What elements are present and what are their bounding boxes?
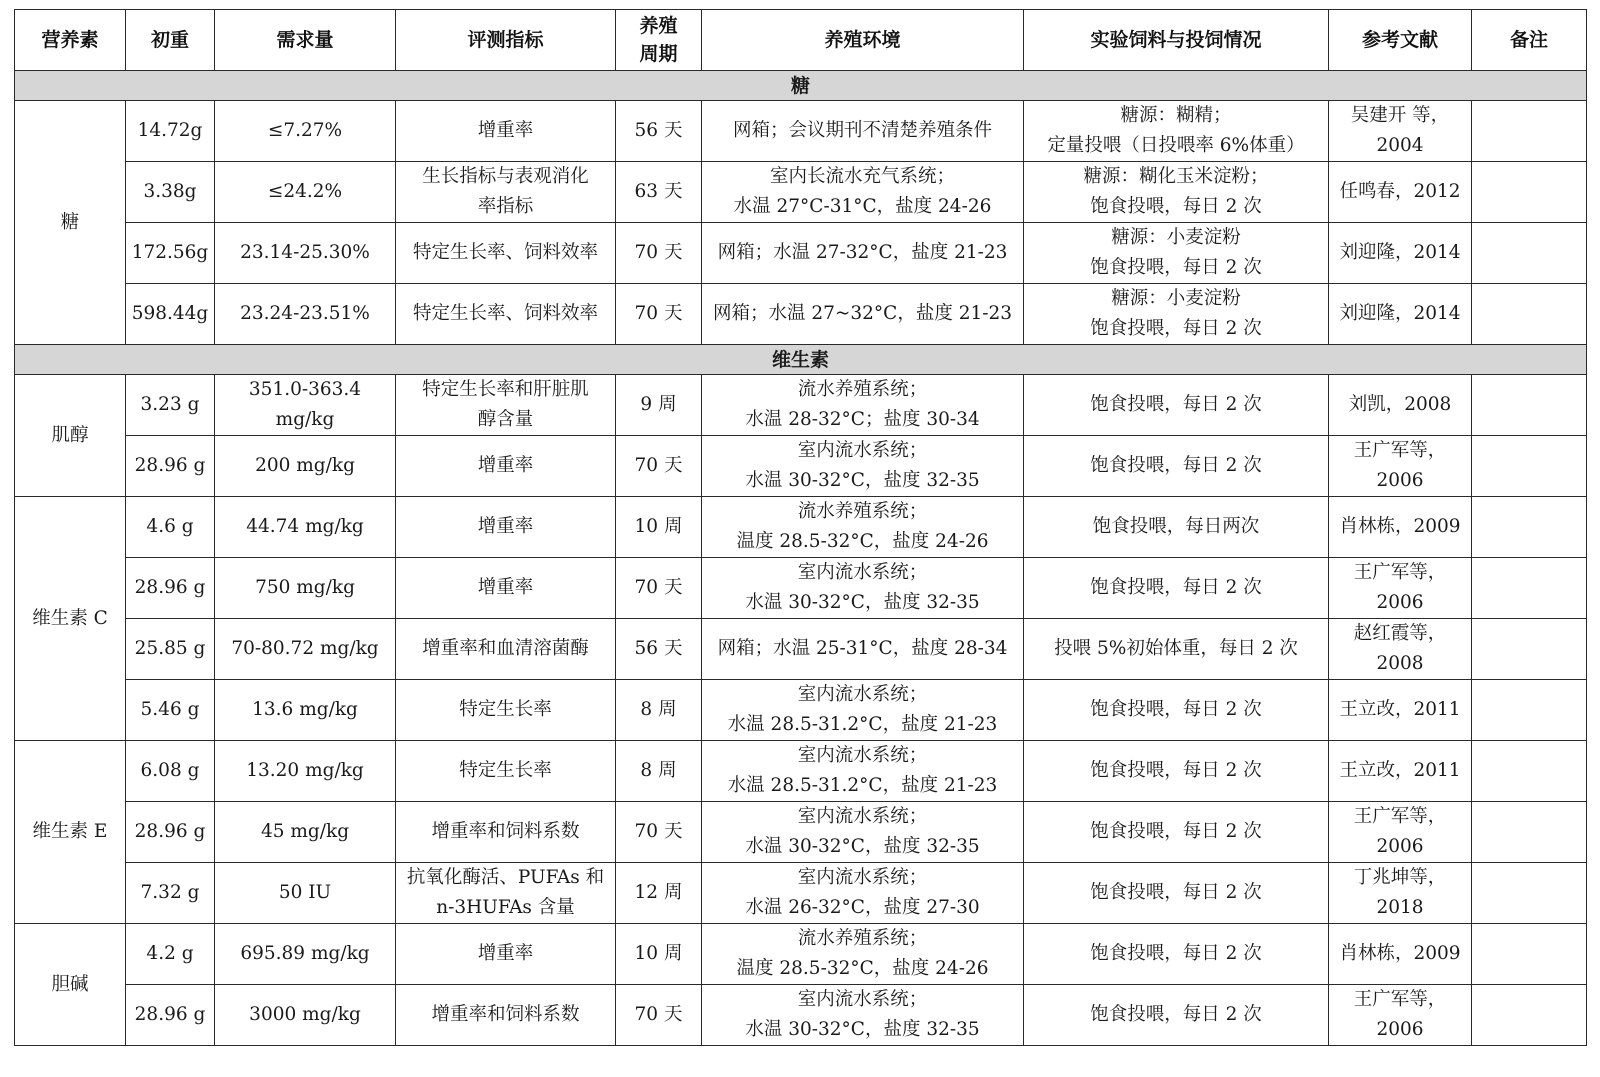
header-requirement: 需求量 <box>215 10 396 71</box>
culture-period-cell: 10 周 <box>616 497 702 558</box>
reference-cell: 王广军等， 2006 <box>1329 558 1472 619</box>
initial-weight-cell: 3.23 g <box>126 375 215 436</box>
header-culture-period: 养殖 周期 <box>616 10 702 71</box>
initial-weight-cell: 4.2 g <box>126 924 215 985</box>
reference-cell: 王立改，2011 <box>1329 741 1472 802</box>
table-container <box>14 9 1586 1046</box>
feed-and-feeding-cell: 饱食投喂，每日 2 次 <box>1024 375 1329 436</box>
remarks-cell <box>1472 223 1587 284</box>
section-header-row <box>15 345 1587 375</box>
culture-environment-cell: 室内流水系统； 水温 30-32°C，盐度 32-35 <box>702 558 1024 619</box>
culture-environment-cell: 网箱；水温 25-31°C，盐度 28-34 <box>702 619 1024 680</box>
culture-period-cell: 56 天 <box>616 619 702 680</box>
nutrient-cell: 胆碱 <box>15 924 126 1046</box>
evaluation-index-cell: 增重率 <box>396 101 616 162</box>
remarks-cell <box>1472 924 1587 985</box>
initial-weight-cell: 28.96 g <box>126 802 215 863</box>
reference-cell: 吴建开 等， 2004 <box>1329 101 1472 162</box>
feed-and-feeding-cell: 饱食投喂，每日 2 次 <box>1024 924 1329 985</box>
culture-environment-cell: 网箱；水温 27-32°C，盐度 21-23 <box>702 223 1024 284</box>
initial-weight-cell: 5.46 g <box>126 680 215 741</box>
nutrient-requirements-table <box>14 9 1587 1046</box>
feed-and-feeding-cell: 饱食投喂，每日 2 次 <box>1024 863 1329 924</box>
evaluation-index-cell: 增重率和饲料系数 <box>396 985 616 1046</box>
feed-and-feeding-cell: 糖源：糊化玉米淀粉； 饱食投喂，每日 2 次 <box>1024 162 1329 223</box>
evaluation-index-cell: 增重率 <box>396 558 616 619</box>
culture-period-cell: 70 天 <box>616 436 702 497</box>
feed-and-feeding-cell: 糖源：糊精； 定量投喂（日投喂率 6%体重） <box>1024 101 1329 162</box>
nutrient-cell: 维生素 E <box>15 741 126 924</box>
requirement-cell: 200 mg/kg <box>215 436 396 497</box>
evaluation-index-cell: 增重率 <box>396 436 616 497</box>
culture-environment-cell: 室内流水系统； 水温 30-32°C，盐度 32-35 <box>702 436 1024 497</box>
feed-and-feeding-cell: 饱食投喂，每日 2 次 <box>1024 436 1329 497</box>
reference-cell: 王广军等， 2006 <box>1329 436 1472 497</box>
requirement-cell: 13.6 mg/kg <box>215 680 396 741</box>
culture-period-cell: 70 天 <box>616 802 702 863</box>
remarks-cell <box>1472 375 1587 436</box>
initial-weight-cell: 28.96 g <box>126 985 215 1046</box>
feed-and-feeding-cell: 饱食投喂，每日 2 次 <box>1024 802 1329 863</box>
reference-cell: 任鸣春，2012 <box>1329 162 1472 223</box>
remarks-cell <box>1472 558 1587 619</box>
feed-and-feeding-cell: 糖源：小麦淀粉 饱食投喂，每日 2 次 <box>1024 284 1329 345</box>
requirement-cell: ≤7.27% <box>215 101 396 162</box>
culture-period-cell: 10 周 <box>616 924 702 985</box>
initial-weight-cell: 6.08 g <box>126 741 215 802</box>
reference-cell: 刘迎隆，2014 <box>1329 223 1472 284</box>
remarks-cell <box>1472 497 1587 558</box>
culture-environment-cell: 室内流水系统； 水温 28.5-31.2°C，盐度 21-23 <box>702 741 1024 802</box>
culture-period-cell: 8 周 <box>616 741 702 802</box>
remarks-cell <box>1472 680 1587 741</box>
remarks-cell <box>1472 802 1587 863</box>
reference-cell: 王广军等， 2006 <box>1329 985 1472 1046</box>
feed-and-feeding-cell: 糖源：小麦淀粉 饱食投喂，每日 2 次 <box>1024 223 1329 284</box>
requirement-cell: 695.89 mg/kg <box>215 924 396 985</box>
table-row <box>15 741 1587 802</box>
header-remarks: 备注 <box>1472 10 1587 71</box>
feed-and-feeding-cell: 饱食投喂，每日 2 次 <box>1024 680 1329 741</box>
table-row <box>15 619 1587 680</box>
feed-and-feeding-cell: 饱食投喂，每日 2 次 <box>1024 741 1329 802</box>
requirement-cell: 3000 mg/kg <box>215 985 396 1046</box>
header-initial-weight: 初重 <box>126 10 215 71</box>
nutrient-cell: 维生素 C <box>15 497 126 741</box>
feed-and-feeding-cell: 饱食投喂，每日两次 <box>1024 497 1329 558</box>
table-row <box>15 924 1587 985</box>
evaluation-index-cell: 特定生长率、饲料效率 <box>396 284 616 345</box>
remarks-cell <box>1472 985 1587 1046</box>
requirement-cell: 50 IU <box>215 863 396 924</box>
culture-environment-cell: 室内长流水充气系统； 水温 27°C-31°C，盐度 24-26 <box>702 162 1024 223</box>
initial-weight-cell: 28.96 g <box>126 436 215 497</box>
table-row <box>15 162 1587 223</box>
evaluation-index-cell: 特定生长率、饲料效率 <box>396 223 616 284</box>
initial-weight-cell: 172.56g <box>126 223 215 284</box>
requirement-cell: 750 mg/kg <box>215 558 396 619</box>
initial-weight-cell: 7.32 g <box>126 863 215 924</box>
header-reference: 参考文献 <box>1329 10 1472 71</box>
culture-period-cell: 56 天 <box>616 101 702 162</box>
feed-and-feeding-cell: 投喂 5%初始体重，每日 2 次 <box>1024 619 1329 680</box>
culture-period-cell: 70 天 <box>616 284 702 345</box>
culture-period-cell: 70 天 <box>616 558 702 619</box>
culture-environment-cell: 网箱；水温 27~32°C，盐度 21-23 <box>702 284 1024 345</box>
initial-weight-cell: 25.85 g <box>126 619 215 680</box>
remarks-cell <box>1472 436 1587 497</box>
remarks-cell <box>1472 619 1587 680</box>
evaluation-index-cell: 特定生长率 <box>396 680 616 741</box>
evaluation-index-cell: 增重率和血清溶菌酶 <box>396 619 616 680</box>
header-feed-and-feeding: 实验饲料与投饲情况 <box>1024 10 1329 71</box>
culture-environment-cell: 室内流水系统； 水温 30-32°C，盐度 32-35 <box>702 802 1024 863</box>
remarks-cell <box>1472 863 1587 924</box>
culture-period-cell: 12 周 <box>616 863 702 924</box>
evaluation-index-cell: 增重率 <box>396 924 616 985</box>
evaluation-index-cell: 特定生长率 <box>396 741 616 802</box>
culture-environment-cell: 室内流水系统； 水温 28.5-31.2°C，盐度 21-23 <box>702 680 1024 741</box>
table-row <box>15 375 1587 436</box>
culture-environment-cell: 流水养殖系统； 温度 28.5-32°C，盐度 24-26 <box>702 924 1024 985</box>
table-body <box>15 71 1587 1046</box>
requirement-cell: ≤24.2% <box>215 162 396 223</box>
culture-environment-cell: 流水养殖系统； 水温 28-32°C；盐度 30-34 <box>702 375 1024 436</box>
header-row <box>15 10 1587 71</box>
initial-weight-cell: 28.96 g <box>126 558 215 619</box>
requirement-cell: 45 mg/kg <box>215 802 396 863</box>
requirement-cell: 13.20 mg/kg <box>215 741 396 802</box>
culture-period-cell: 63 天 <box>616 162 702 223</box>
nutrient-cell: 肌醇 <box>15 375 126 497</box>
requirement-cell: 44.74 mg/kg <box>215 497 396 558</box>
evaluation-index-cell: 抗氧化酶活、PUFAs 和 n-3HUFAs 含量 <box>396 863 616 924</box>
table-row <box>15 223 1587 284</box>
initial-weight-cell: 598.44g <box>126 284 215 345</box>
evaluation-index-cell: 生长指标与表观消化 率指标 <box>396 162 616 223</box>
culture-period-cell: 9 周 <box>616 375 702 436</box>
table-row <box>15 863 1587 924</box>
culture-environment-cell: 室内流水系统； 水温 26-32°C，盐度 27-30 <box>702 863 1024 924</box>
remarks-cell <box>1472 162 1587 223</box>
header-nutrient: 营养素 <box>15 10 126 71</box>
initial-weight-cell: 14.72g <box>126 101 215 162</box>
feed-and-feeding-cell: 饱食投喂，每日 2 次 <box>1024 558 1329 619</box>
initial-weight-cell: 3.38g <box>126 162 215 223</box>
culture-environment-cell: 流水养殖系统； 温度 28.5-32°C，盐度 24-26 <box>702 497 1024 558</box>
table-row <box>15 802 1587 863</box>
remarks-cell <box>1472 741 1587 802</box>
requirement-cell: 23.14-25.30% <box>215 223 396 284</box>
evaluation-index-cell: 增重率和饲料系数 <box>396 802 616 863</box>
header-evaluation-index: 评测指标 <box>396 10 616 71</box>
table-row <box>15 985 1587 1046</box>
section-title: 维生素 <box>15 345 1587 375</box>
reference-cell: 王立改，2011 <box>1329 680 1472 741</box>
nutrient-cell: 糖 <box>15 101 126 345</box>
reference-cell: 肖林栋，2009 <box>1329 924 1472 985</box>
header-culture-environment: 养殖环境 <box>702 10 1024 71</box>
table-row <box>15 680 1587 741</box>
table-row <box>15 284 1587 345</box>
culture-period-cell: 70 天 <box>616 223 702 284</box>
table-row <box>15 497 1587 558</box>
reference-cell: 刘凯，2008 <box>1329 375 1472 436</box>
requirement-cell: 351.0-363.4 mg/kg <box>215 375 396 436</box>
reference-cell: 王广军等， 2006 <box>1329 802 1472 863</box>
culture-period-cell: 8 周 <box>616 680 702 741</box>
evaluation-index-cell: 特定生长率和肝脏肌 醇含量 <box>396 375 616 436</box>
culture-environment-cell: 网箱；会议期刊不清楚养殖条件 <box>702 101 1024 162</box>
reference-cell: 丁兆坤等， 2018 <box>1329 863 1472 924</box>
remarks-cell <box>1472 284 1587 345</box>
reference-cell: 肖林栋，2009 <box>1329 497 1472 558</box>
initial-weight-cell: 4.6 g <box>126 497 215 558</box>
requirement-cell: 23.24-23.51% <box>215 284 396 345</box>
section-title: 糖 <box>15 71 1587 101</box>
table-row <box>15 558 1587 619</box>
culture-period-cell: 70 天 <box>616 985 702 1046</box>
requirement-cell: 70-80.72 mg/kg <box>215 619 396 680</box>
reference-cell: 赵红霞等， 2008 <box>1329 619 1472 680</box>
reference-cell: 刘迎隆，2014 <box>1329 284 1472 345</box>
culture-environment-cell: 室内流水系统； 水温 30-32°C，盐度 32-35 <box>702 985 1024 1046</box>
section-header-row <box>15 71 1587 101</box>
table-row <box>15 101 1587 162</box>
remarks-cell <box>1472 101 1587 162</box>
table-row <box>15 436 1587 497</box>
evaluation-index-cell: 增重率 <box>396 497 616 558</box>
feed-and-feeding-cell: 饱食投喂，每日 2 次 <box>1024 985 1329 1046</box>
